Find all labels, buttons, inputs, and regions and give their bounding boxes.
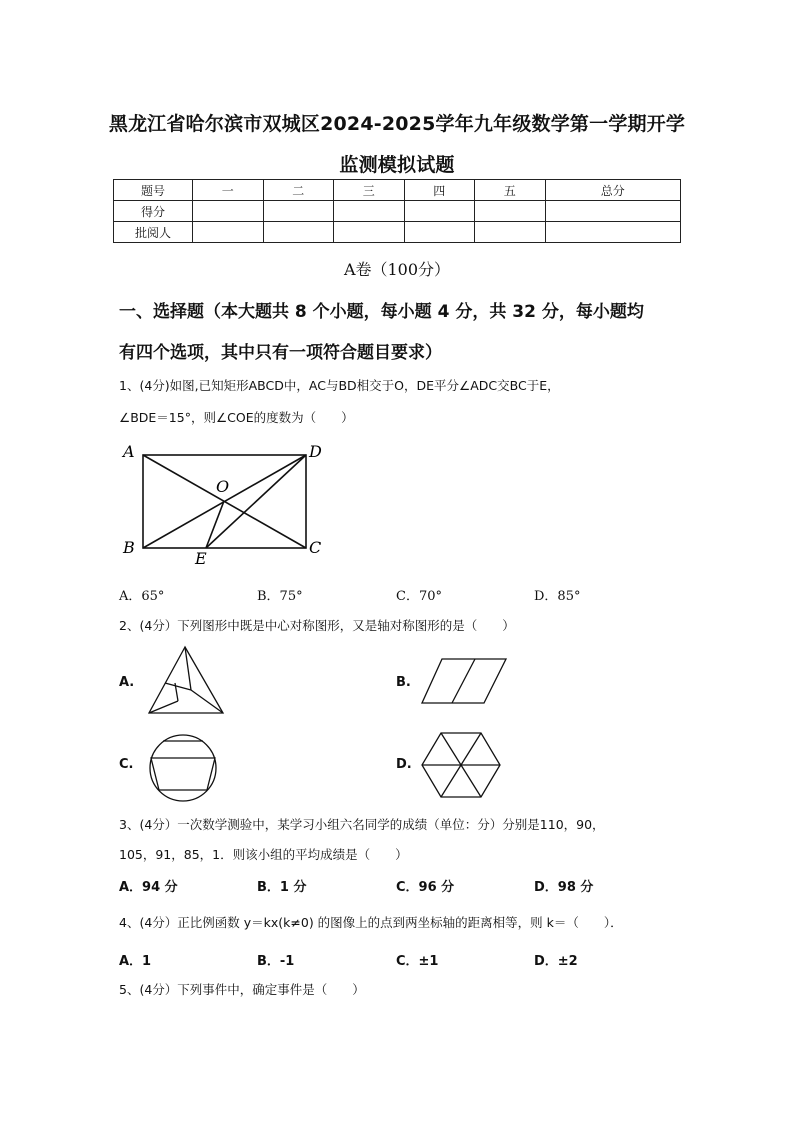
score-cell[interactable] [475, 201, 546, 222]
label-e: E [195, 549, 207, 568]
q1-option-a[interactable]: A．65° [119, 589, 165, 604]
header-cell: 二 [263, 180, 334, 201]
q2-option-a-label[interactable]: A. [119, 675, 135, 690]
q3-stem-line-2: 105，91，85，1．则该小组的平均成绩是（ ） [119, 847, 408, 862]
part1-heading-line-2: 有四个选项，其中只有一项符合题目要求） [119, 343, 442, 363]
q3-option-c[interactable]: C．96 分 [396, 880, 455, 895]
header-cell: 总分 [545, 180, 681, 201]
header-cell: 三 [334, 180, 405, 201]
q1-option-c[interactable]: C．70° [396, 589, 442, 604]
q1-rectangle-figure [115, 440, 335, 570]
q2-figure-b-parallelogram [420, 655, 510, 707]
part1-heading-line-1: 一、选择题（本大题共 8 个小题，每小题 4 分，共 32 分，每小题均 [119, 302, 644, 322]
grader-cell[interactable] [475, 222, 546, 243]
label-b: B [123, 538, 135, 557]
exam-title-line-1: 黑龙江省哈尔滨市双城区2024-2025学年九年级数学第一学期开学 [108, 113, 686, 135]
q2-option-c-label[interactable]: C. [119, 757, 134, 772]
q3-option-a[interactable]: A．94 分 [119, 880, 178, 895]
score-table [113, 179, 681, 243]
q5-stem: 5、(4分）下列事件中，确定事件是（ ） [119, 982, 365, 997]
grader-cell[interactable] [334, 222, 405, 243]
label-d: D [309, 442, 322, 461]
header-cell: 四 [404, 180, 475, 201]
q2-option-d-label[interactable]: D. [396, 757, 412, 772]
label-o: O [216, 477, 230, 496]
q2-option-b-label[interactable]: B. [396, 675, 411, 690]
q3-option-b[interactable]: B．1 分 [257, 880, 307, 895]
grader-row [114, 222, 681, 243]
q4-option-a[interactable]: A．1 [119, 954, 152, 969]
score-cell[interactable] [334, 201, 405, 222]
q3-option-d[interactable]: D．98 分 [534, 880, 594, 895]
score-cell[interactable] [263, 201, 334, 222]
q2-stem: 2、(4分）下列图形中既是中心对称图形，又是轴对称图形的是（ ） [119, 618, 515, 633]
header-cell: 五 [475, 180, 546, 201]
score-row [114, 201, 681, 222]
q1-stem-line-1: 1、(4分)如图,已知矩形ABCD中，AC与BD相交于O，DE平分∠ADC交BC于E， [119, 378, 560, 393]
header-cell: 题号 [114, 180, 193, 201]
score-cell[interactable] [193, 201, 264, 222]
score-table-header-row [114, 180, 681, 201]
label-c: C [309, 538, 322, 557]
label-a: A [123, 442, 135, 461]
exam-title-line-2: 监测模拟试题 [339, 154, 455, 176]
q4-stem: 4、(4分）正比例函数 y＝kx(k≠0) 的图像上的点到两坐标轴的距离相等，则 k＝（ ）． [119, 915, 623, 930]
section-a-heading: A卷（100分） [343, 260, 451, 279]
q2-figure-d-hexagon [420, 730, 502, 800]
grader-cell[interactable] [545, 222, 681, 243]
q4-option-d[interactable]: D．±2 [534, 954, 578, 969]
grader-cell[interactable] [404, 222, 475, 243]
score-cell[interactable] [545, 201, 681, 222]
q4-option-c[interactable]: C．±1 [396, 954, 439, 969]
q2-figure-a-triangle [145, 643, 230, 718]
grader-cell[interactable] [193, 222, 264, 243]
row-label: 批阅人 [114, 222, 193, 243]
header-cell: 一 [193, 180, 264, 201]
q2-figure-c-circle-trapezoid [145, 732, 221, 804]
score-cell[interactable] [404, 201, 475, 222]
q3-stem-line-1: 3、(4分）一次数学测验中，某学习小组六名同学的成绩（单位：分）分别是110，90， [119, 817, 605, 832]
q4-option-b[interactable]: B．-1 [257, 954, 295, 969]
q1-option-d[interactable]: D．85° [534, 589, 581, 604]
row-label: 得分 [114, 201, 193, 222]
segment-de [206, 455, 306, 548]
segment-oe [206, 501, 224, 548]
q1-option-b[interactable]: B．75° [257, 589, 303, 604]
q1-stem-line-2: ∠BDE＝15°，则∠COE的度数为（ ） [119, 410, 354, 425]
grader-cell[interactable] [263, 222, 334, 243]
